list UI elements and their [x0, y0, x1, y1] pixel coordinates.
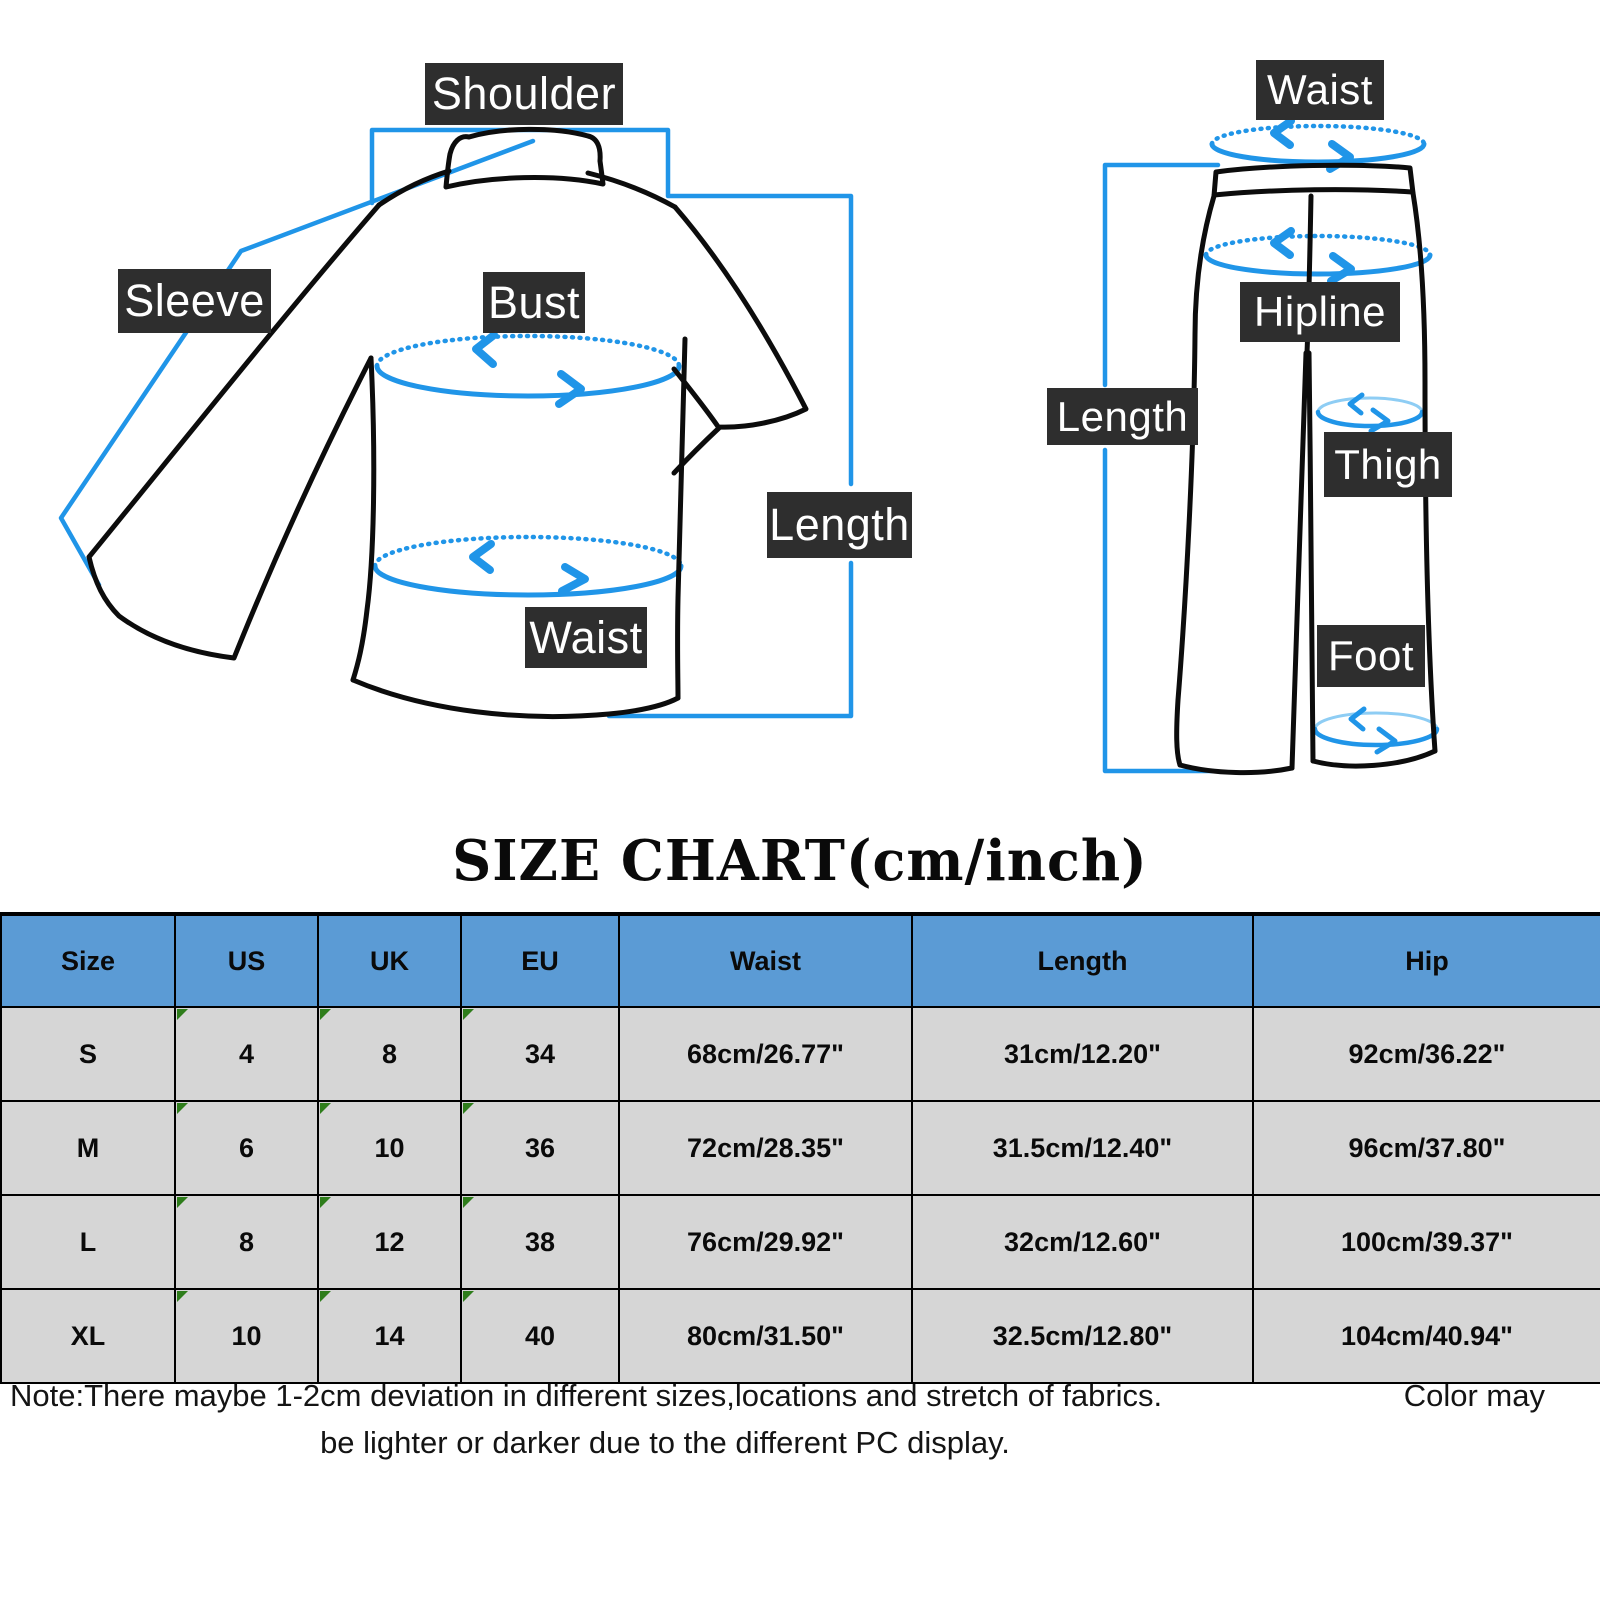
bust-label: Bust — [483, 272, 585, 333]
table-cell: 6 — [175, 1101, 318, 1195]
table-cell: 32.5cm/12.80" — [912, 1289, 1253, 1383]
size-chart-table — [0, 912, 1600, 1384]
right-leg-inner-line — [1309, 353, 1313, 761]
table-cell: 68cm/26.77" — [619, 1007, 912, 1101]
collar-line — [446, 129, 603, 187]
right-leg-cuff-line — [1313, 751, 1435, 766]
pants-waist-label: Waist — [1256, 60, 1384, 120]
table-cell: 100cm/39.37" — [1253, 1195, 1600, 1289]
pants-length-label: Length — [1047, 388, 1198, 445]
foot-arrow-left-icon — [1351, 709, 1364, 729]
table-cell: 4 — [175, 1007, 318, 1101]
shirt-outline — [89, 129, 806, 716]
column-header-hip: Hip — [1253, 914, 1600, 1007]
header-row — [1, 914, 1600, 1007]
table-cell: XL — [1, 1289, 175, 1383]
thigh-arrow-right-icon — [1371, 410, 1388, 431]
foot-label: Foot — [1317, 625, 1425, 687]
waist-ellipse-solid-arc — [375, 566, 681, 595]
table-cell: 34 — [461, 1007, 619, 1101]
bust-ellipse-dotted-arc — [377, 336, 679, 366]
table-row-xl — [1, 1289, 1600, 1383]
table-cell: 12 — [318, 1195, 461, 1289]
column-header-eu: EU — [461, 914, 619, 1007]
note-text-line2: be lighter or darker due to the different PC display. — [320, 1425, 1010, 1460]
table-row-s — [1, 1007, 1600, 1101]
table-cell: 104cm/40.94" — [1253, 1289, 1600, 1383]
table-cell: 92cm/36.22" — [1253, 1007, 1600, 1101]
table-cell: S — [1, 1007, 175, 1101]
shirt-length-label: Length — [767, 492, 912, 558]
shirt-waist-label: Waist — [525, 607, 647, 668]
body-right-line — [678, 339, 685, 698]
left-leg-outer-line — [1177, 196, 1214, 765]
table-cell: 80cm/31.50" — [619, 1289, 912, 1383]
waistband-line — [1214, 165, 1413, 196]
shoulder-label: Shoulder — [425, 63, 623, 125]
foot-arrow-right-icon — [1377, 729, 1395, 752]
thigh-ellipse-solid-arc — [1318, 412, 1422, 426]
note-text-line1: Note:There maybe 1-2cm deviation in different sizes,locations and stretch of fabrics. — [10, 1378, 1163, 1413]
table-cell: 36 — [461, 1101, 619, 1195]
waist-arrow-left-icon — [473, 544, 491, 570]
table-cell: 76cm/29.92" — [619, 1195, 912, 1289]
table-cell: 31cm/12.20" — [912, 1007, 1253, 1101]
waist-arrow-right-icon — [562, 567, 585, 591]
table-cell: 10 — [175, 1289, 318, 1383]
column-header-us: US — [175, 914, 318, 1007]
pants-waist-arrow-left-icon — [1274, 121, 1291, 145]
table-cell: 96cm/37.80" — [1253, 1101, 1600, 1195]
table-cell: 8 — [318, 1007, 461, 1101]
bust-arrow-right-icon — [559, 374, 581, 404]
waist-ellipse-dotted-arc — [375, 537, 681, 566]
left-leg-inner-line — [1292, 353, 1306, 768]
hem-line — [353, 680, 678, 717]
bust-ellipse-solid-arc — [377, 366, 679, 396]
table-row-l — [1, 1195, 1600, 1289]
pants-waist-ellipse-solid-arc — [1212, 144, 1424, 162]
shirt-measure-lines — [61, 130, 851, 716]
table-cell: L — [1, 1195, 175, 1289]
pants-waist-ellipse-dotted-arc — [1212, 126, 1424, 144]
table-cell: 31.5cm/12.40" — [912, 1101, 1253, 1195]
right-shoulder-line — [588, 173, 675, 207]
table-cell: 38 — [461, 1195, 619, 1289]
table-cell: 10 — [318, 1101, 461, 1195]
bust-arrow-left-icon — [476, 335, 494, 364]
sleeve-measure-line — [61, 141, 533, 585]
size-chart-title: SIZE CHART(cm/inch) — [452, 826, 1148, 894]
column-header-uk: UK — [318, 914, 461, 1007]
right-sleeve-line — [674, 207, 806, 473]
column-header-size: Size — [1, 914, 175, 1007]
hipline-ellipse-dotted-arc — [1206, 236, 1430, 255]
table-cell: M — [1, 1101, 175, 1195]
table-cell: 32cm/12.60" — [912, 1195, 1253, 1289]
table-cell: 40 — [461, 1289, 619, 1383]
note-text-color-may: Color may — [1403, 1378, 1545, 1413]
foot-ellipse-solid-arc — [1315, 729, 1437, 745]
column-header-length: Length — [912, 914, 1253, 1007]
hipline-arrow-right-icon — [1331, 256, 1351, 281]
sleeve-label: Sleeve — [118, 269, 271, 333]
table-cell: 72cm/28.35" — [619, 1101, 912, 1195]
table-cell: 14 — [318, 1289, 461, 1383]
table-row-m — [1, 1101, 1600, 1195]
body-left-line — [353, 358, 374, 680]
hipline-ellipse-solid-arc — [1206, 255, 1430, 274]
hipline-label: Hipline — [1240, 282, 1400, 342]
hipline-arrow-left-icon — [1274, 231, 1291, 255]
table-cell: 8 — [175, 1195, 318, 1289]
column-header-waist: Waist — [619, 914, 912, 1007]
thigh-label: Thigh — [1324, 432, 1452, 497]
